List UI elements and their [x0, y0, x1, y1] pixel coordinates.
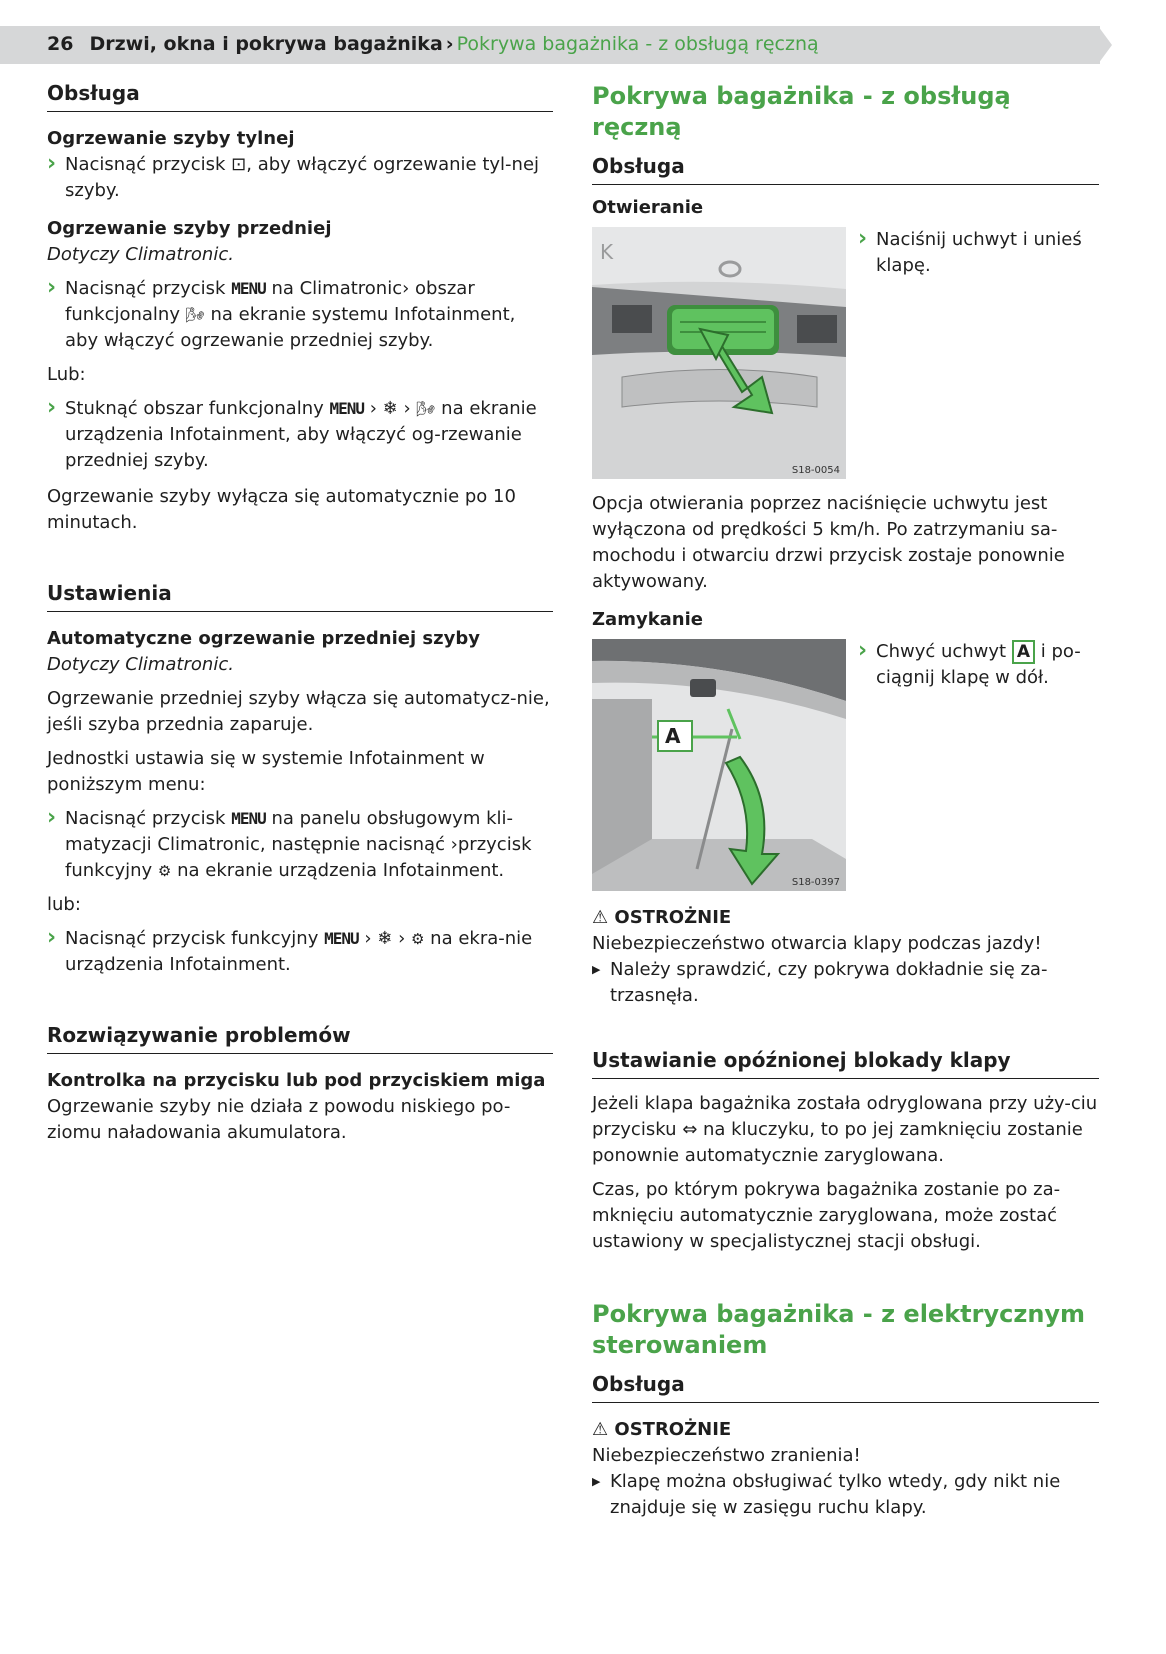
- rear-defrost-step-text: Nacisnąć przycisk ⊡, aby włączyć ogrzewanie tyl-nej szyby.: [65, 154, 540, 201]
- rear-defrost-heading: Ogrzewanie szyby tylnej: [47, 128, 295, 149]
- step-text: na ekra-nie urządzenia Infotainment.: [65, 928, 533, 975]
- windshield-defrost-icon: 🌬: [416, 400, 436, 418]
- delayed-lock-p2: Czas, po którym pokrywa bagażnika zostanie po za-mknięciu automatycznie zaryglowana, może zostać ustawiony w specjalistycznej stacji obsługi.: [592, 1179, 1061, 1252]
- menu-button-label: MENU: [329, 399, 365, 418]
- opening-text: Opcja otwierania poprzez naciśnięcie uchwytu jest wyłączona od prędkości 5 km/h. Po zatrzymaniu sa-mochodu i otwarciu drzwi przycisk zostaje ponownie aktywowany.: [592, 493, 1065, 592]
- figure-tailgate-closing: [592, 639, 846, 891]
- troubleshooting-heading: Rozwiązywanie problemów: [47, 1022, 553, 1054]
- warning-item-text: Klapę można obsługiwać tylko wtedy, gdy nikt nie znajduje się w zasięgu ruchu klapy.: [610, 1471, 1061, 1518]
- menu-button-label: MENU: [324, 929, 359, 948]
- step-text: na panelu obsługowym kli-matyzacji Climatronic, następnie nacisnąć ›przycisk funkcyjny: [65, 808, 532, 881]
- step-text: Stuknąć obszar funkcjonalny: [65, 398, 330, 419]
- obsluga-heading-electric: Obsługa: [592, 1371, 1099, 1403]
- auto-off-text: Ogrzewanie szyby wyłącza się automatycznie po 10 minutach.: [47, 486, 516, 533]
- step-text: Nacisnąć przycisk funkcyjny: [65, 928, 325, 949]
- section-title: Pokrywa bagażnika - z obsługą ręczną: [456, 33, 819, 55]
- warning-title: OSTROŻNIE: [614, 907, 732, 928]
- tailgate-closing-illustration: [592, 639, 846, 891]
- closing-step: [858, 639, 1117, 691]
- figure-tailgate-handle: [592, 227, 846, 479]
- delayed-lock-heading: Ustawianie opóźnionej blokady klapy: [592, 1047, 1099, 1079]
- menu-button-label: MENU: [231, 279, 266, 298]
- warning-triangle-icon: ⚠: [592, 907, 615, 928]
- chapter-title: Drzwi, okna i pokrywa bagażnika: [89, 33, 443, 55]
- warning-item: [592, 1469, 1099, 1521]
- warning-item: [592, 957, 1099, 1009]
- manual-tailgate-title: Pokrywa bagażnika - z obsługą ręczną: [592, 82, 1011, 141]
- warning-item-text: Należy sprawdzić, czy pokrywa dokładnie się za-trzasnęła.: [610, 959, 1048, 1006]
- warning-heading: [592, 905, 1099, 931]
- front-defrost-step-2: [47, 396, 553, 474]
- front-defrost-heading: Ogrzewanie szyby przedniej: [47, 218, 332, 239]
- figure-code: S18-0397: [791, 877, 840, 888]
- breadcrumb-separator: ›: [445, 33, 454, 55]
- step-text: Chwyć uchwyt: [876, 641, 1012, 662]
- key-unlock-icon: ⇔: [682, 1119, 698, 1140]
- warning-heading: [592, 1417, 1099, 1443]
- breadcrumb: [47, 33, 819, 55]
- step-text: Nacisnąć przycisk: [65, 278, 232, 299]
- settings-step-1: [47, 806, 553, 884]
- auto-defrost-heading: Automatyczne ogrzewanie przedniej szyby: [47, 628, 480, 649]
- callout-a-label: A: [1012, 640, 1035, 664]
- warning-triangle-icon: ⚠: [592, 1419, 615, 1440]
- svg-text:K: K: [600, 240, 614, 264]
- warning-text: Niebezpieczeństwo zranienia!: [592, 1445, 861, 1466]
- opening-figure-row: [592, 227, 1099, 479]
- settings-step-2: [47, 926, 553, 978]
- windshield-defrost-icon: 🌬: [185, 306, 205, 324]
- step-text: i po-ciągnij klapę w dół.: [876, 641, 1081, 688]
- troubleshooting-subheading: Kontrolka na przycisku lub pod przyciskiem miga: [47, 1070, 546, 1091]
- snowflake-icon: › ❄ ›: [364, 398, 417, 419]
- step-text: na ekranie urządzenia Infotainment.: [171, 860, 505, 881]
- troubleshooting-text: Ogrzewanie szyby nie działa z powodu niskiego po-ziomu naładowania akumulatora.: [47, 1096, 511, 1143]
- auto-defrost-p1: Ogrzewanie przedniej szyby włącza się automatycz-nie, jeśli szyba przednia zaparuje.: [47, 688, 550, 735]
- tailgate-handle-illustration: [592, 227, 846, 479]
- step-text: na ekranie systemu Infotainment, aby włączyć ogrzewanie przedniej szyby.: [65, 304, 516, 351]
- step-text: Nacisnąć przycisk: [65, 808, 232, 829]
- auto-defrost-note: Dotyczy Climatronic.: [47, 654, 234, 675]
- figure-callout-a: A: [665, 724, 681, 748]
- page-number: 26: [47, 33, 74, 55]
- paragraph-text: Jeżeli klapa bagażnika została odryglowana przy uży-ciu przycisku: [592, 1093, 1098, 1140]
- warning-block-1: [592, 905, 1099, 1009]
- warning-block-2: [592, 1417, 1099, 1521]
- auto-settings-icon: ⚙: [157, 862, 172, 880]
- step-text: na Climatronic› obszar funkcjonalny: [65, 278, 475, 325]
- warning-title: OSTROŻNIE: [614, 1419, 732, 1440]
- auto-settings-icon: ⚙: [411, 930, 425, 948]
- delayed-lock-p1: [592, 1091, 1099, 1169]
- electric-tailgate-title: Pokrywa bagażnika - z elektrycznym sterowaniem: [592, 1300, 1086, 1359]
- paragraph-text: na kluczyku, to po jej zamknięciu zostanie ponownie automatycznie zaryglowana.: [592, 1119, 1083, 1166]
- front-defrost-note: Dotyczy Climatronic.: [47, 244, 234, 265]
- rear-defrost-step: [47, 152, 553, 204]
- header-arrow: [1098, 26, 1112, 64]
- right-column: [592, 78, 1099, 1521]
- or-label: Lub:: [47, 364, 86, 385]
- opening-heading: Otwieranie: [592, 197, 704, 218]
- obsluga-heading: Obsługa: [47, 80, 553, 112]
- opening-step: [858, 227, 1117, 279]
- or-label: lub:: [47, 894, 81, 915]
- step-text: na ekranie urządzenia Infotainment, aby włączyć og-rzewanie przedniej szyby.: [65, 398, 537, 471]
- front-defrost-step-1: [47, 276, 553, 354]
- figure-code: S18-0054: [791, 465, 840, 476]
- warning-text: Niebezpieczeństwo otwarcia klapy podczas jazdy!: [592, 933, 1042, 954]
- obsluga-heading-right: Obsługa: [592, 153, 1099, 185]
- auto-defrost-p2: Jednostki ustawia się w systemie Infotainment w poniższym menu:: [47, 748, 485, 795]
- left-column: [47, 78, 553, 1146]
- ustawienia-heading: Ustawienia: [47, 580, 553, 612]
- menu-button-label: MENU: [231, 809, 266, 828]
- closing-figure-row: [592, 639, 1099, 891]
- step-text: Naciśnij uchwyt i unieś klapę.: [876, 229, 1082, 276]
- snowflake-icon: › ❄ ›: [358, 928, 411, 949]
- closing-heading: Zamykanie: [592, 609, 703, 630]
